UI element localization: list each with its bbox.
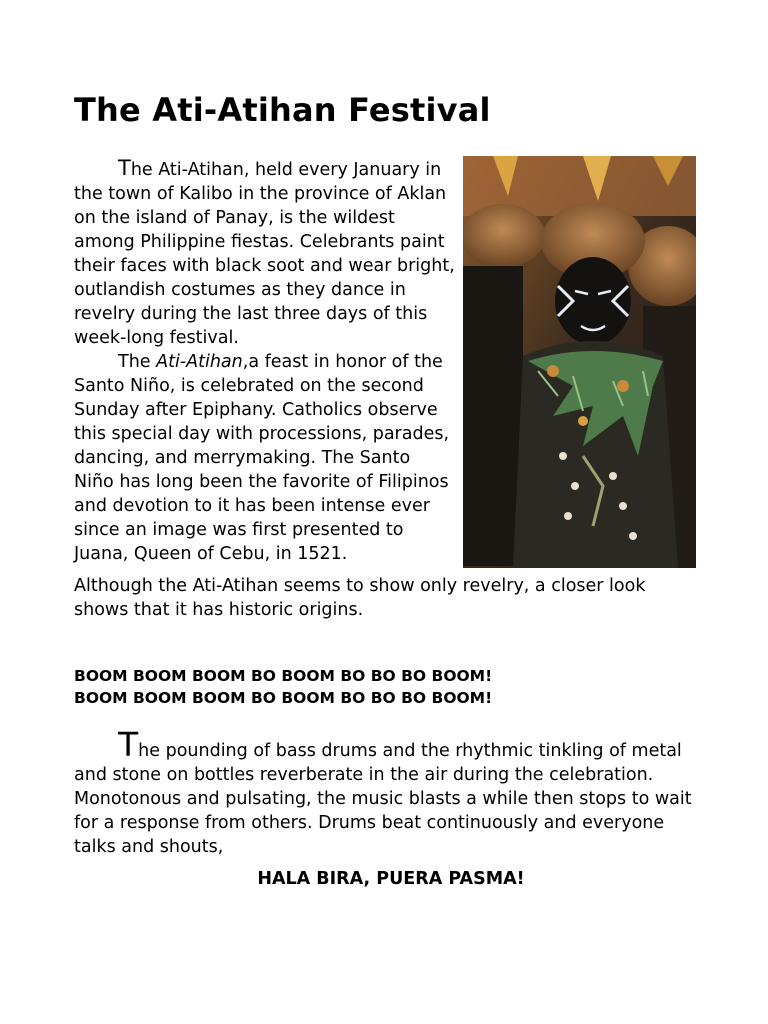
- festival-photo: [463, 156, 696, 568]
- chant-block: [74, 665, 696, 709]
- santo-nino-lead: The: [118, 352, 157, 372]
- intro-initial: T: [118, 156, 131, 180]
- origins-paragraph: Although the Ati-Atihan seems to show only revelry, a closer look shows that it has historic origins.: [74, 576, 646, 620]
- intro-text: he Ati-Atihan, held every January in the town of Kalibo in the province of Aklan on the island of Panay, is the wildest among Philippine fiestas. Celebrants paint their faces with black soot and wear bright, outlandish costumes as they dance in revelry during the last three days of this week-long festival.: [74, 160, 455, 348]
- document-page: [74, 90, 696, 891]
- drums-initial: T: [118, 725, 139, 764]
- chant-line: BOOM BOOM BOOM BO BOOM BO BO BO BOOM!: [74, 689, 493, 707]
- santo-nino-text: ,a feast in honor of the Santo Niño, is celebrated on the second Sunday after Epiphany. Catholics observe this special day with processions, parades, dancing, and merrymaking. The Santo Niño has long been the favorite of Filipinos and devotion to it has been intense ever since an image was first presented to Juana, Queen of Cebu, in 1521.: [74, 352, 450, 564]
- festival-dancer-image: [463, 156, 696, 568]
- drums-paragraph: [74, 725, 696, 859]
- chant-line: BOOM BOOM BOOM BO BOOM BO BO BO BOOM!: [74, 667, 493, 685]
- santo-nino-italic: Ati-Atihan: [156, 352, 243, 372]
- page-title: The Ati-Atihan Festival: [74, 91, 491, 129]
- drums-text: he pounding of bass drums and the rhythmic tinkling of metal and stone on bottles reverberate in the air during the celebration. Monotonous and pulsating, the music blasts a while then stops to wait for a response from others. Drums beat continuously and everyone talks and shouts,: [74, 741, 692, 857]
- closing-shout: HALA BIRA, PUERA PASMA!: [257, 869, 525, 889]
